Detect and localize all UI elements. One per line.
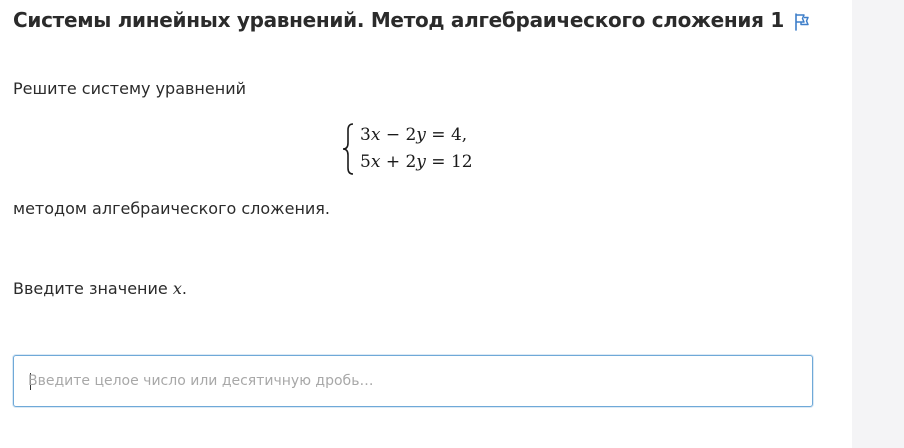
prompt-end: . bbox=[181, 279, 187, 298]
prompt-text: Введите значение bbox=[13, 279, 168, 298]
brace-icon bbox=[341, 122, 355, 176]
prompt-variable: x bbox=[172, 279, 182, 298]
equation-1: 3x − 2y = 4, bbox=[360, 125, 468, 145]
problem-title: Системы линейных уравнений. Метод алгебраического сложения 1 bbox=[13, 8, 784, 32]
answer-prompt bbox=[13, 279, 187, 298]
answer-field-container[interactable] bbox=[13, 355, 813, 407]
problem-intro: Решите систему уравнений bbox=[13, 79, 246, 98]
flag-icon[interactable] bbox=[792, 12, 812, 32]
side-panel bbox=[852, 0, 904, 448]
answer-input[interactable] bbox=[28, 356, 798, 406]
method-text: методом алгебраического сложения. bbox=[13, 199, 331, 218]
equation-2: 5x + 2y = 12 bbox=[360, 152, 473, 172]
